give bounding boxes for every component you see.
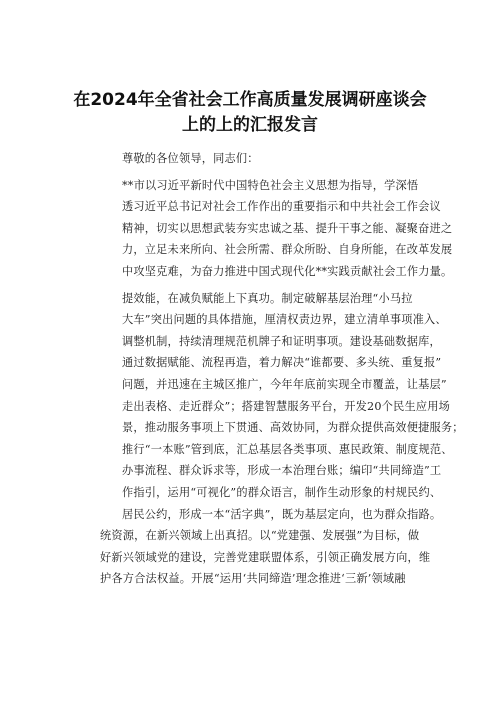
paragraph-3 xyxy=(100,525,434,590)
paragraph-2-line: 问题，并迅速在主城区推广，今年年底前实现全市覆盖，让基层” xyxy=(122,377,447,391)
paragraph-2-line: 景，推动服务事项上下贯通、高效协同，为群众提供高效便捷服务； xyxy=(122,421,464,435)
paragraph-1-line: 中攻坚克难，为奋力推进中国式现代化**实践贡献社会工作力量。 xyxy=(122,264,453,278)
paragraph-2-line: 走出表格、走近群众”；搭建智慧服务平台，开发20个民生应用场 xyxy=(122,399,451,413)
paragraph-3-line: 统资源，在新兴领域上出真招。以“党建强、发展强”为目标，做 xyxy=(100,529,420,543)
document-title-line-1: 在2024年全省社会工作高质量发展调研座谈会 xyxy=(73,90,427,110)
paragraph-2-line: 推行“一本账”管到底，汇总基层各类事项、惠民政策、制度规范、 xyxy=(122,442,453,456)
paragraph-1-line: 精神，切实以思想武装夯实忠诚之基、提升干事之能、凝聚奋进之 xyxy=(122,221,453,235)
paragraph-2 xyxy=(100,288,464,526)
paragraph-2-line: 作指引，运用“可视化”的群众语言，制作生动形象的村规民约、 xyxy=(122,485,442,499)
paragraph-1-line: 力，立足未来所向、社会所需、群众所盼、自身所能，在改革发展 xyxy=(122,243,453,257)
paragraph-2-line: 大车”突出问题的具体措施，厘清权责边界，建立清单事项准入、 xyxy=(122,313,447,327)
paragraph-1-line: 透习近平总书记对社会工作作出的重要指示和中共社会工作会议 xyxy=(122,200,441,214)
paragraph-3-line: 护各方合法权益。开展“运用‘共同缔造’理念推进‘三新’领域融 xyxy=(100,572,406,586)
paragraph-1 xyxy=(100,175,453,283)
paragraph-2-line: 居民公约，形成一本“活字典”，既为基层定向，也为群众指路。 xyxy=(122,507,442,521)
paragraph-2-line: 提效能，在减负赋能上下真功。制定破解基层治理“小马拉 xyxy=(122,291,413,305)
document-body xyxy=(100,148,464,590)
greeting: 尊敬的各位领导，同志们： xyxy=(122,152,259,165)
paragraph-2-line: 办事流程、群众诉求等，形成一本治理台账；编印“共同缔造”工 xyxy=(122,464,442,478)
document-title-line-2: 上的上的汇报发言 xyxy=(182,115,318,135)
paragraph-3-line: 好新兴领域党的建设，完善党建联盟体系，引领正确发展方向，维 xyxy=(100,550,431,564)
paragraph-2-line: 调整机制，持续清理规范机牌子和证明事项。建设基础数据库， xyxy=(122,334,441,348)
paragraph-2-line: 通过数据赋能、流程再造，着力解决“谁都要、多头统、重复报” xyxy=(122,356,442,370)
paragraph-1-line: **市以习近平新时代中国特色社会主义思想为指导，学深悟 xyxy=(122,178,419,192)
